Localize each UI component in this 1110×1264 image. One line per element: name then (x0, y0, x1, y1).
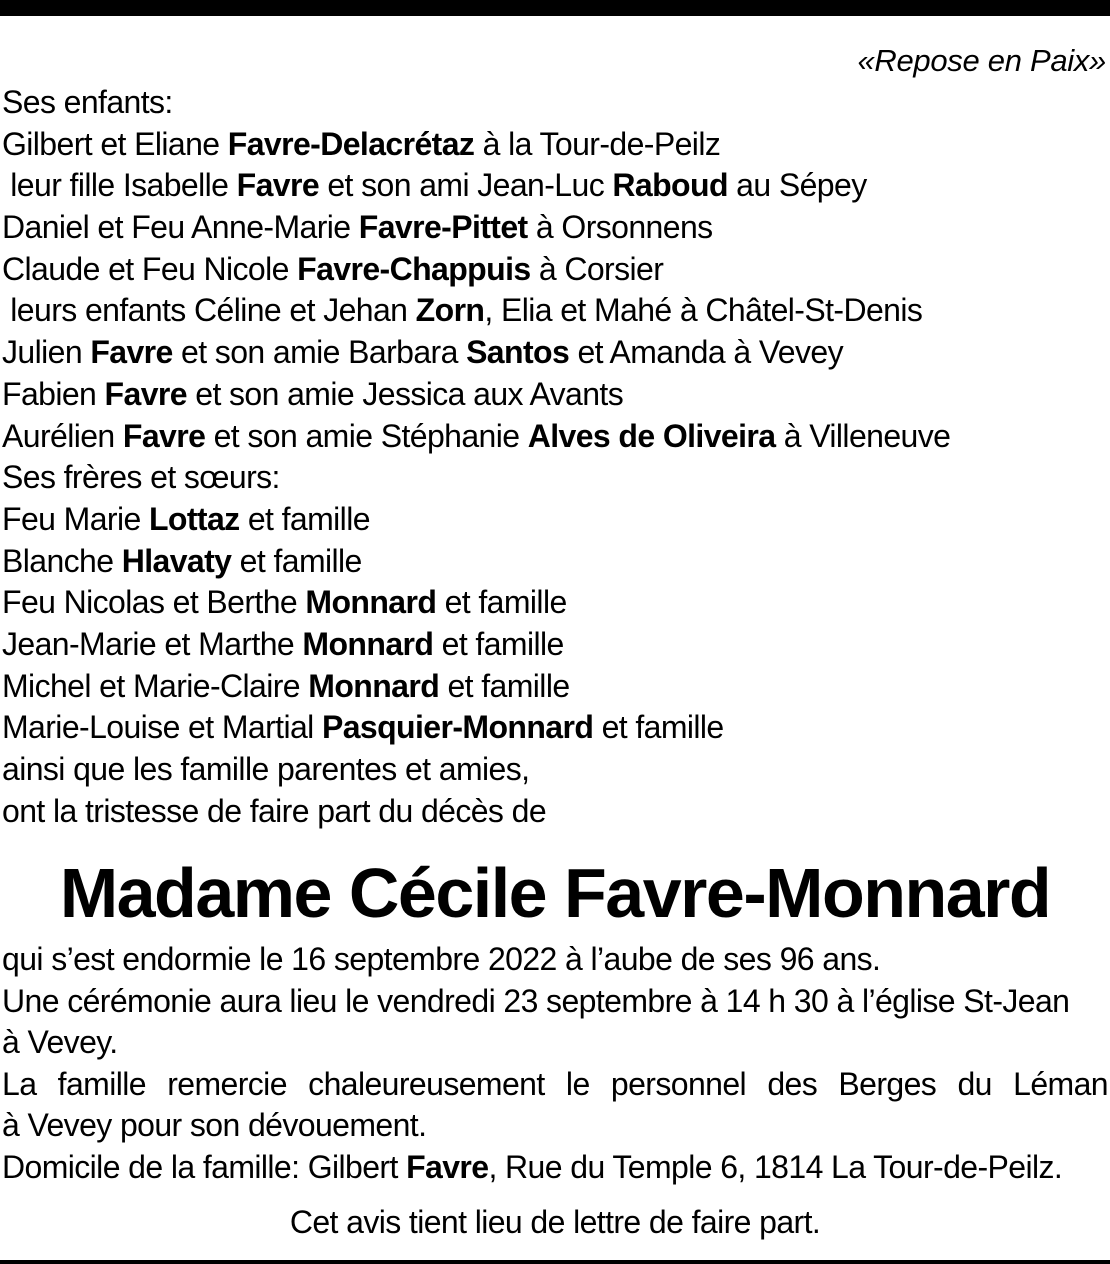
sibling-text: Blanche (2, 542, 122, 579)
child-text: à Corsier (530, 250, 664, 287)
deceased-name: Madame Cécile Favre-Monnard (59, 854, 1051, 932)
sibling-text: et famille (433, 625, 564, 662)
child-line (2, 165, 1108, 207)
sibling-line (2, 499, 1108, 541)
partner-surname: Alves de Oliveira (527, 417, 776, 454)
child-text: Claude et Feu Nicole (2, 250, 298, 287)
child-surname: Zorn (415, 292, 485, 329)
domicile-text: Domicile de la famille: Gilbert (2, 1148, 407, 1185)
closing-line: ont la tristesse de faire part du décès de (2, 792, 547, 829)
thanks-line: La famille remercie chaleureusement le personnel des Berges du Léman (2, 1065, 1108, 1102)
child-text: et son amie Stéphanie (205, 417, 528, 454)
child-text: et son amie Barbara (172, 334, 467, 371)
partner-surname: Santos (466, 334, 570, 371)
sibling-line (2, 624, 1108, 666)
child-line (2, 374, 1108, 416)
child-text: Daniel et Feu Anne-Marie (2, 209, 359, 246)
child-text: au Sépey (727, 167, 867, 204)
sibling-line (2, 666, 1108, 708)
child-text: , Elia et Mahé à Châtel-St-Denis (484, 292, 923, 329)
domicile-surname: Favre (406, 1148, 489, 1185)
child-text: leurs enfants Céline et Jehan (2, 292, 416, 329)
domicile-text: , Rue du Temple 6, 1814 La Tour-de-Peilz. (488, 1148, 1063, 1185)
child-text: à Villeneuve (775, 417, 951, 454)
sibling-text: Michel et Marie-Claire (2, 667, 309, 704)
child-line (2, 207, 1108, 249)
child-text: leur fille Isabelle (2, 167, 237, 204)
child-text: à Orsonnens (527, 209, 713, 246)
sibling-line (2, 707, 1108, 749)
sibling-surname: Hlavaty (121, 542, 232, 579)
sibling-surname: Monnard (308, 667, 440, 704)
child-text: et son ami Jean-Luc (319, 167, 613, 204)
sibling-text: et famille (231, 542, 362, 579)
child-text: et Amanda à Vevey (569, 334, 843, 371)
child-text: Fabien (2, 375, 105, 412)
child-text: Gilbert et Eliane (2, 125, 228, 162)
child-text: Aurélien (2, 417, 123, 454)
family-list (2, 82, 1108, 832)
child-surname: Favre (104, 375, 187, 412)
child-line (2, 124, 1108, 166)
top-border-rule (0, 0, 1110, 16)
announcement-details (2, 939, 1108, 1188)
sibling-text: Jean-Marie et Marthe (2, 625, 303, 662)
child-surname: Favre (90, 334, 173, 371)
child-line (2, 290, 1108, 332)
child-text: à la Tour-de-Peilz (474, 125, 721, 162)
sibling-text: Marie-Louise et Martial (2, 709, 322, 746)
motto: «Repose en Paix» (857, 43, 1106, 78)
sibling-text: et famille (439, 667, 570, 704)
sibling-text: Feu Marie (2, 500, 149, 537)
sibling-text: et famille (436, 584, 567, 621)
child-text: Julien (2, 334, 91, 371)
bottom-border-rule (0, 1260, 1110, 1264)
ceremony-line: à Vevey. (2, 1024, 118, 1060)
domicile-line (2, 1147, 1108, 1189)
sibling-surname: Pasquier-Monnard (321, 709, 594, 746)
sibling-text: Feu Nicolas et Berthe (2, 584, 306, 621)
sibling-surname: Monnard (302, 625, 434, 662)
passing-line: qui s’est endormie le 16 septembre 2022 à l’aube de ses 96 ans. (2, 941, 881, 977)
children-heading: Ses enfants: (2, 84, 173, 120)
child-surname: Favre-Chappuis (297, 250, 531, 287)
child-text: et son amie Jessica aux Avants (186, 375, 624, 412)
sibling-line (2, 582, 1108, 624)
child-surname: Favre (236, 167, 320, 204)
sibling-text: et famille (239, 500, 370, 537)
sibling-surname: Monnard (305, 584, 437, 621)
child-surname: Favre-Pittet (358, 209, 528, 246)
child-line (2, 249, 1108, 291)
partner-surname: Raboud (612, 167, 728, 204)
footer-note: Cet avis tient lieu de lettre de faire part. (289, 1204, 821, 1240)
ceremony-line: Une cérémonie aura lieu le vendredi 23 septembre à 14 h 30 à l’église St-Jean (2, 982, 1070, 1019)
child-surname: Favre (122, 417, 206, 454)
sibling-line (2, 541, 1108, 583)
thanks-line: à Vevey pour son dévouement. (2, 1107, 427, 1143)
closing-line: ainsi que les famille parentes et amies, (2, 751, 530, 787)
sibling-surname: Lottaz (148, 500, 240, 537)
child-line (2, 332, 1108, 374)
sibling-text: et famille (593, 709, 724, 746)
siblings-heading: Ses frères et sœurs: (2, 459, 280, 496)
child-line (2, 416, 1108, 458)
child-surname: Favre-Delacrétaz (227, 125, 475, 162)
